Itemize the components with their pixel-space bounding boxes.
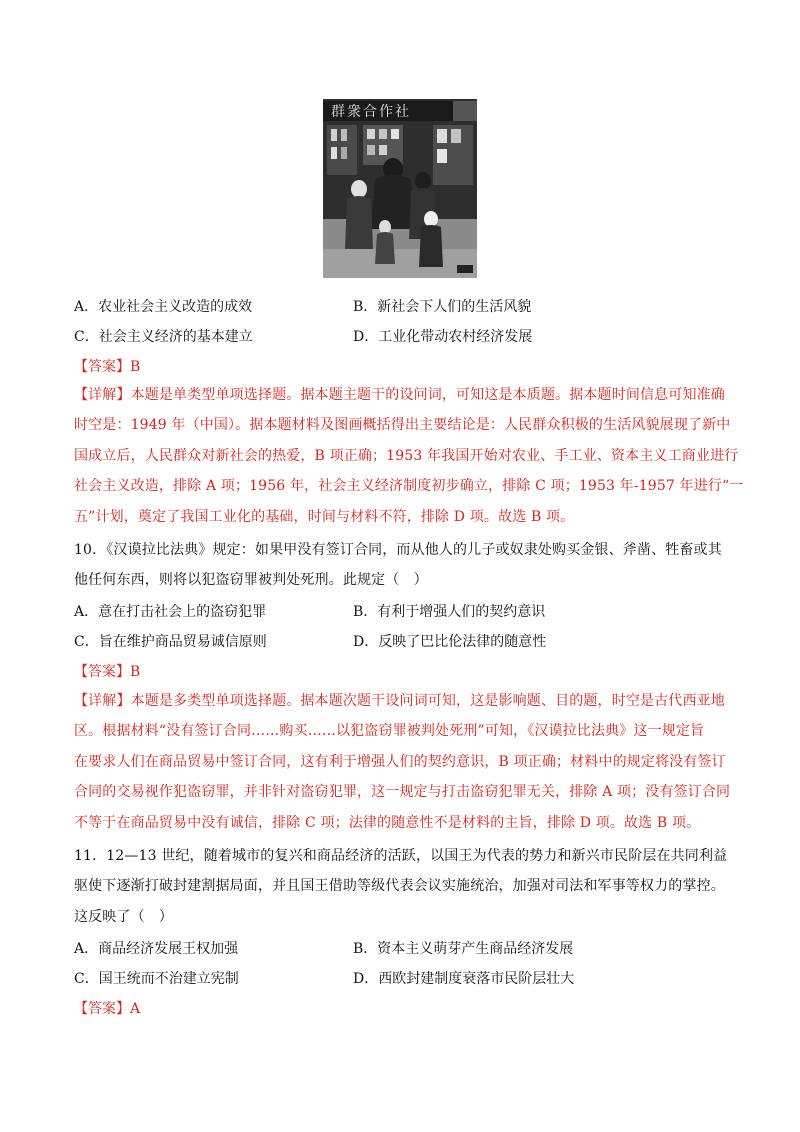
cooperative-store-illustration	[323, 99, 477, 278]
q10-explanation-line: 不等于在商品贸易中没有诚信，排除 C 项；法律的随意性不是材料的主旨，排除 D 项。故选 B 项。	[74, 814, 701, 831]
q10-option-c: C．旨在维护商品贸易诚信原则	[74, 634, 267, 650]
q9-explanation-line: 国成立后，人民群众对新社会的热爱，B 项正确；1953 年我国开始对农业、手工业、资本主义工商业进行	[74, 447, 739, 464]
q9-explanation-line: 五”计划，奠定了我国工业化的基础，时间与材料不符，排除 D 项。故选 B 项。	[74, 508, 575, 525]
q11-answer: 【答案】A	[74, 1001, 141, 1017]
q9-option-a: A．农业社会主义改造的成效	[74, 299, 253, 315]
q11-option-b: B．资本主义萌芽产生商品经济发展	[353, 941, 574, 957]
q9-explanation-line: 【详解】本题是单类型单项选择题。据本题主题干的设问词，可知这是本质题。据本题时间信息可知准确	[74, 387, 725, 403]
q9-option-b: B．新社会下人们的生活风貌	[353, 299, 532, 315]
q10-stem-line: 10．《汉谟拉比法典》规定：如果甲没有签订合同，而从他人的儿子或奴隶处购买金银、斧凿、牲畜或其	[74, 542, 722, 558]
q9-explanation	[74, 380, 744, 532]
q11-option-c: C．国王统而不治建立宪制	[74, 971, 239, 987]
q9-answer: 【答案】B	[74, 359, 141, 375]
q11-stem-line: 这反映了（ ）	[74, 908, 174, 925]
q10-explanation	[74, 686, 730, 838]
q10-option-d: D．反映了巴比伦法律的随意性	[353, 634, 547, 650]
q11-stem-line: 驱使下逐渐打破封建割据局面，并且国王借助等级代表会议实施统治，加强对司法和军事等权力的掌控。	[74, 878, 725, 895]
q10-explanation-line: 合同的交易视作犯盗窃罪，并非针对盗窃犯罪，这一规定与打击盗窃犯罪无关，排除 A 项；没有签订合同	[74, 784, 731, 801]
q11-stem-line: 11．12—13 世纪，随着城市的复兴和商品经济的活跃，以国王为代表的势力和新兴市民阶层在共同利益	[74, 848, 728, 864]
q9-option-c: C．社会主义经济的基本建立	[74, 329, 253, 345]
q10-stem-line: 他任何东西，则将以犯盗窃罪被判处死刑。此规定（ ）	[74, 572, 428, 589]
q11-option-a: A．商品经济发展王权加强	[74, 941, 239, 957]
q10-explanation-line: 【详解】本题是多类型单项选择题。据本题次题干设问词可知，这是影响题、目的题，时空是古代西亚地	[74, 693, 725, 709]
q9-explanation-line: 社会主义改造，排除 A 项；1956 年，社会主义经济制度初步确立，排除 C 项；1953 年-1957 年进行“一	[74, 478, 744, 495]
q10-option-a: A．意在打击社会上的盗窃犯罪	[74, 604, 267, 620]
q9-explanation-line: 时空是：1949 年（中国）。据本题材料及图画概括得出主要结论是：人民群众积极的生活风貌展现了新中	[74, 417, 731, 434]
q11-option-d: D．西欧封建制度衰落市民阶层壮大	[353, 971, 575, 987]
q10-answer: 【答案】B	[74, 664, 141, 680]
q10-option-b: B．有利于增强人们的契约意识	[353, 604, 546, 620]
q10-explanation-line: 区。根据材料“没有签订合同……购买……以犯盗窃罪被判处死刑”可知，《汉谟拉比法典》这一规定旨	[74, 723, 705, 740]
q10-explanation-line: 在要求人们在商品贸易中签订合同，这有利于增强人们的契约意识，B 项正确；材料中的规定将没有签订	[74, 753, 726, 770]
q10-stem	[74, 535, 730, 596]
store-sign-text: 群衆合作社	[331, 104, 411, 120]
q9-option-d: D．工业化带动农村经济发展	[353, 329, 533, 345]
q11-stem	[74, 841, 730, 932]
